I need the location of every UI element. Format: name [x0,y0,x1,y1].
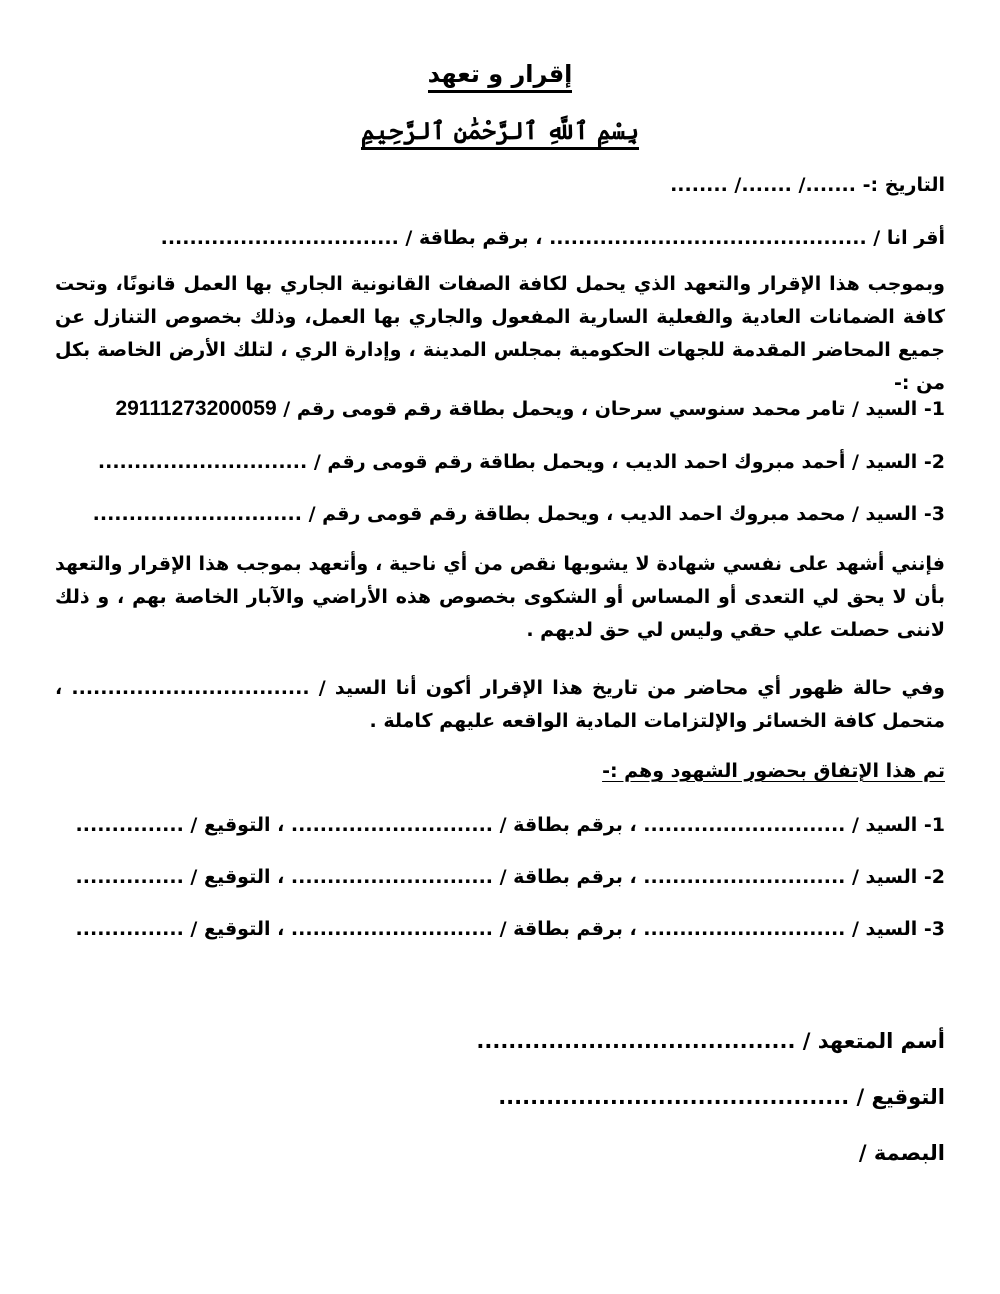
party-text: 3- السيد / محمد مبروك احمد الديب ، ويحمل بطاقة رقم قومى رقم / [301,503,945,525]
basmala-text: بِسْمِ ٱللَّهِ ٱلرَّحْمَٰنِ ٱلرَّحِيمِ [361,116,639,150]
party-item [55,501,945,527]
party-text: 1- السيد / تامر محمد سنوسي سرحان ، ويحمل بطاقة رقم قومى رقم / [276,398,945,420]
party-text: 2- السيد / أحمد مبروك احمد الديب ، ويحمل بطاقة رقم قومى رقم / [307,451,945,473]
date-line: التاريخ :- ......./ ......./ ........ [670,174,945,196]
liability-paragraph: وفي حالة ظهور أي محاضر من تاريخ هذا الإقرار أكون أنا السيد / ................................. ، متحمل كافة الخسائر والإلتزامات المادية الواقعه عليهم كاملة . [55,677,945,732]
declarant-line: أقر انا / ............................................ ، برقم بطاقة / ................................. [160,227,945,249]
party-item [55,449,945,475]
national-id: 29111273200059 [115,397,277,420]
witness-item: 2- السيد / ............................ ، برقم بطاقة / ............................ ، التوقيع / ............... [75,866,945,888]
intro-paragraph: وبموجب هذا الإقرار والتعهد الذي يحمل لكافة الصفات القانونية الجاري بها العمل قانونًا، وتحت كافة الضمانات العادية والفعلية السارية المفعول والجاري بها العمل، وذلك بخصوص التنازل عن جميع المحاضر المقدمة للجهات الحكومية بمجلس المدينة ، وإدارة الري ، لتلك الأرض الخاصة بكل من :- [55,273,945,394]
party-item [55,396,945,422]
witness-item: 1- السيد / ............................ ، برقم بطاقة / ............................ ، التوقيع / ............... [75,814,945,836]
pledger-name-line: أسم المتعهد / ........................................ [476,1029,945,1053]
document-title [0,60,1000,88]
pledger-signature-line: التوقيع / ............................................ [498,1085,945,1109]
document-title-text: إقرار و تعهد [428,60,573,93]
testimony-paragraph: فإنني أشهد على نفسي شهادة لا يشوبها نقص من أي ناحية ، وأتعهد بموجب هذا الإقرار والتعهد بأن لا يحق لي التعدى أو المساس أو الشكوى بخصوص هذه الأراضي والآبار الخاصة بهم ، و ذلك لاننى حصلت علي حقي وليس لي حق لديهم . [55,553,945,641]
basmala [0,116,1000,145]
national-id: ............................. [97,451,308,473]
witness-item: 3- السيد / ............................ ، برقم بطاقة / ............................ ، التوقيع / ............... [75,918,945,940]
national-id: ............................. [92,503,302,525]
fingerprint-line: البصمة / [858,1141,945,1165]
witnesses-heading: تم هذا الإتفاق بحضور الشهود وهم :- [602,760,945,782]
